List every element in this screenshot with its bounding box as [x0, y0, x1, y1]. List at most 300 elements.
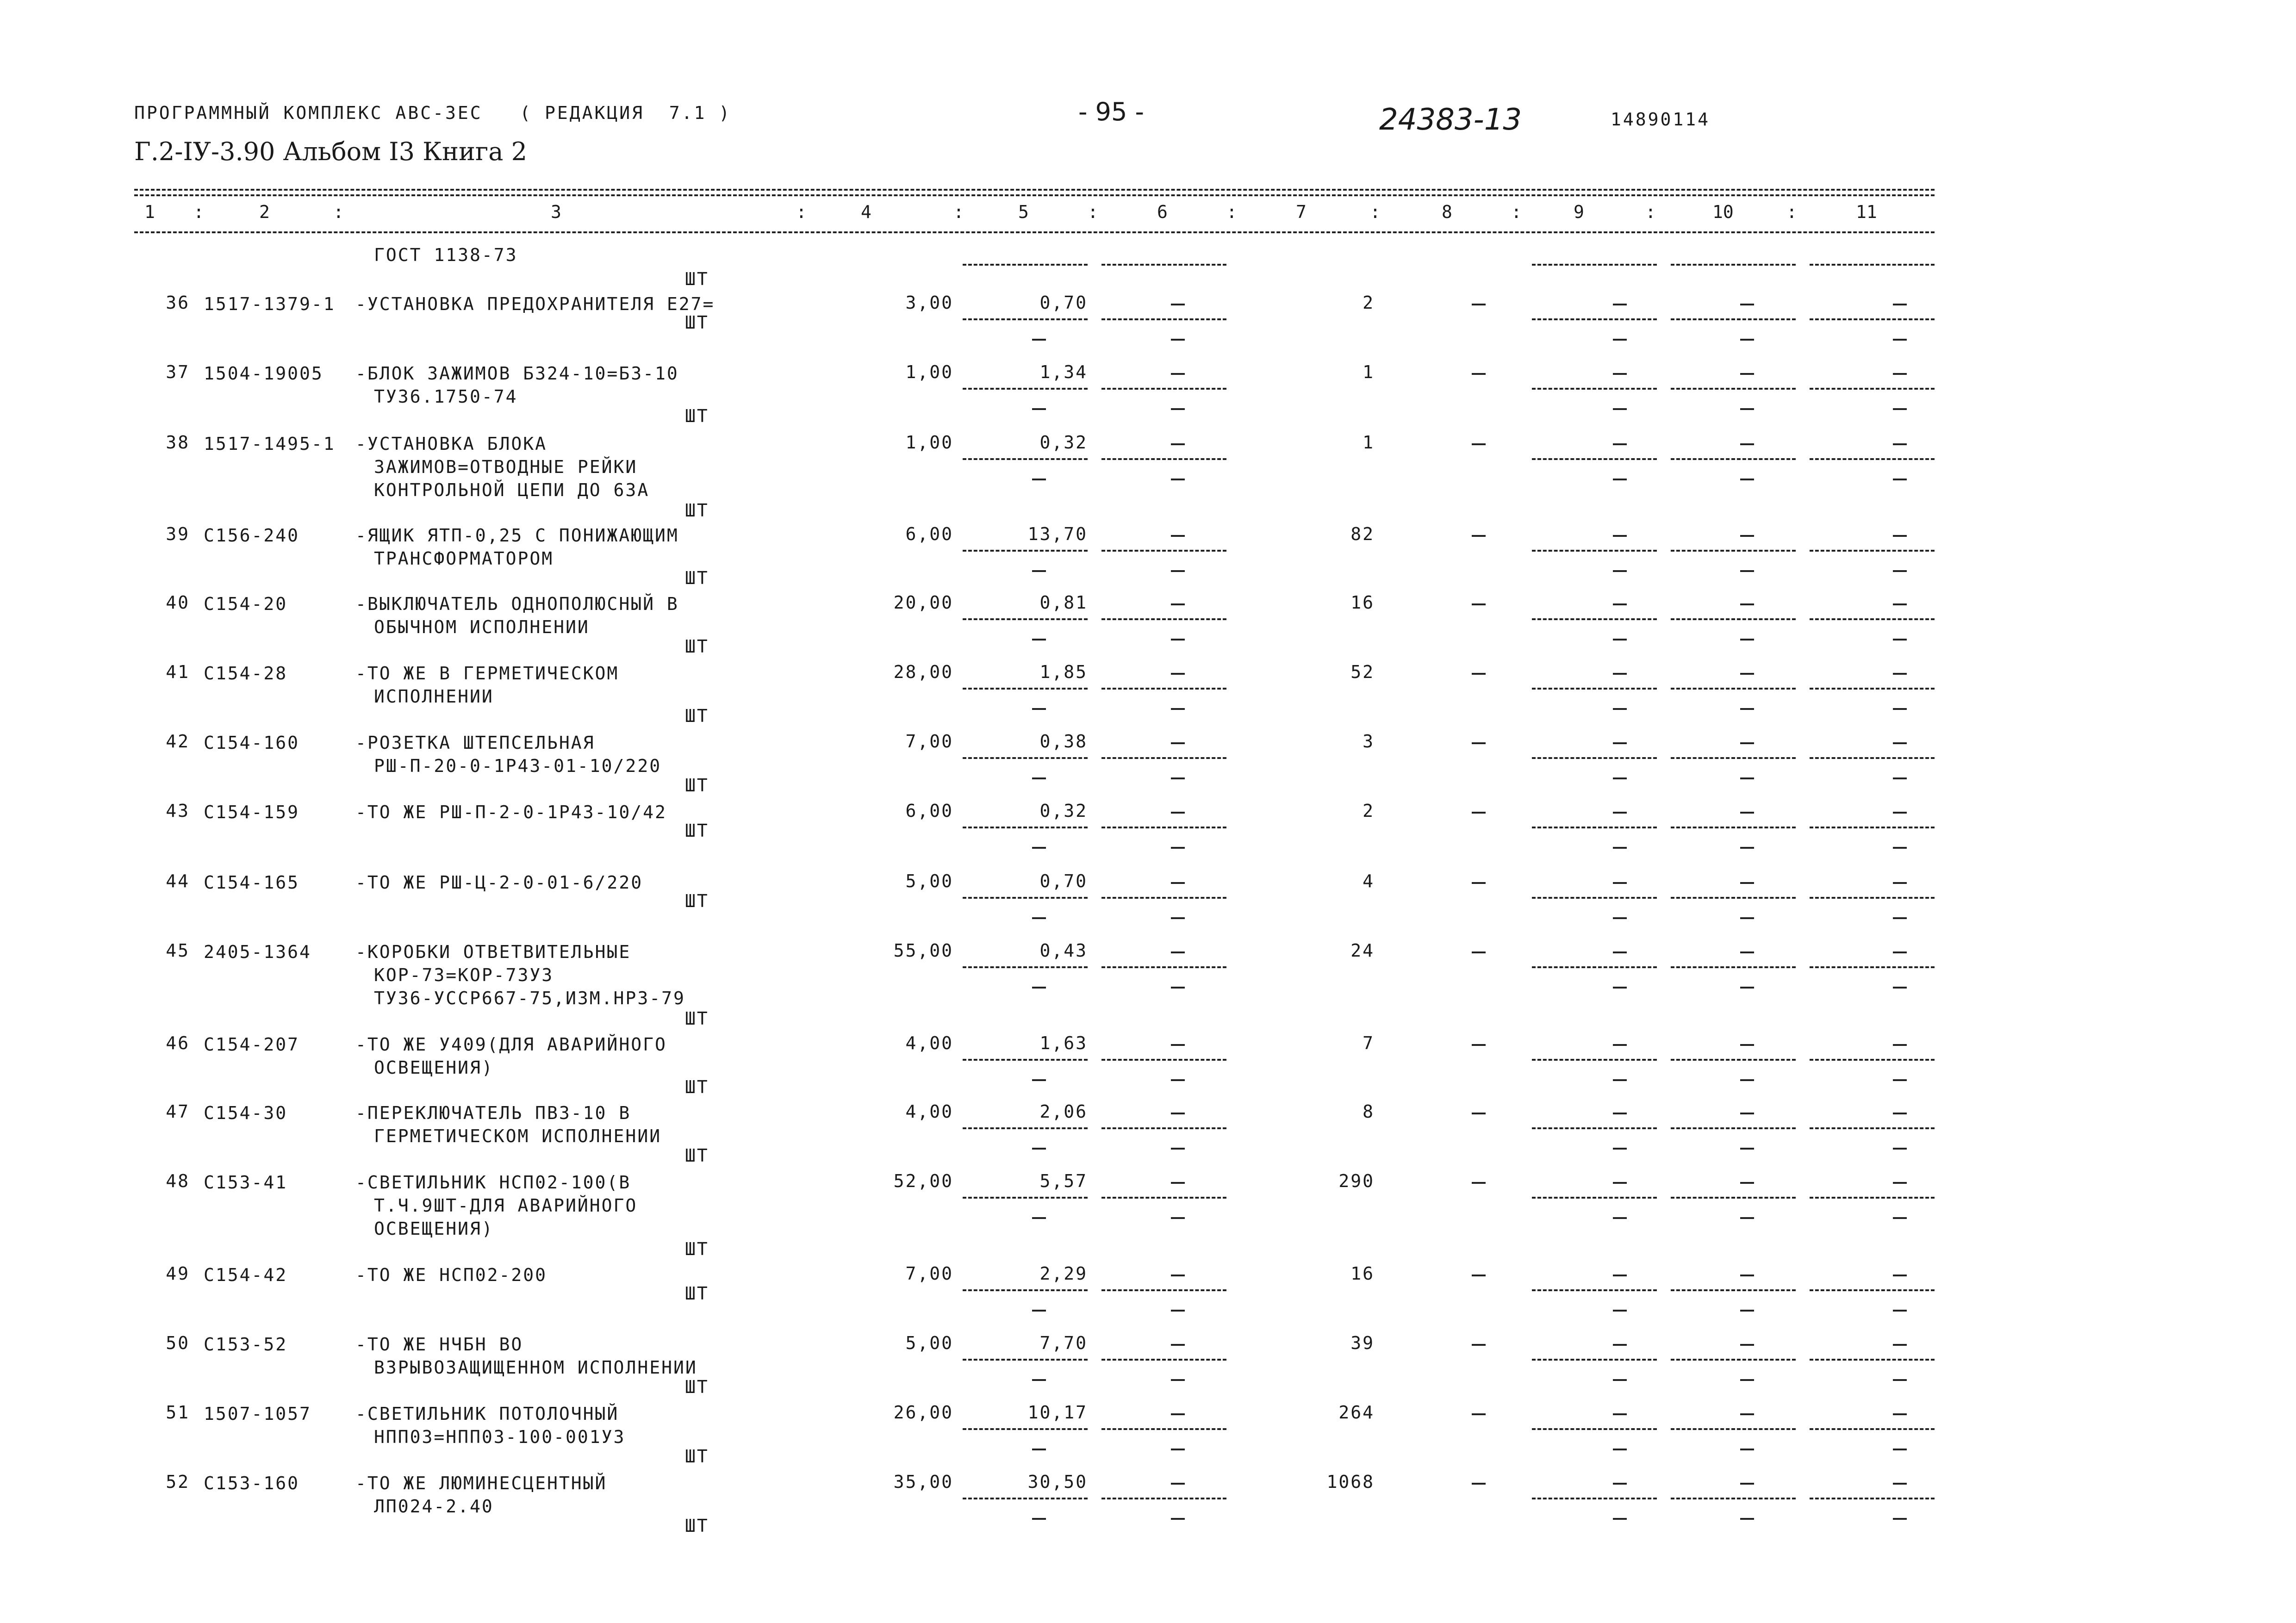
empty-value-dash [1613, 639, 1627, 640]
cell-underline [1671, 688, 1796, 690]
unit-price-value: 0,32 [1039, 432, 1088, 453]
empty-value-dash [1032, 1079, 1046, 1081]
empty-value-dash [1613, 812, 1627, 814]
empty-value-dash [1740, 1344, 1754, 1346]
empty-value-dash [1740, 1483, 1754, 1485]
row-number: 40 [166, 592, 190, 613]
empty-value-dash [1613, 1310, 1627, 1312]
empty-value-dash [1171, 408, 1185, 410]
empty-value-dash [1740, 1413, 1754, 1415]
material-code: 2405-1364 [204, 942, 311, 962]
empty-value-dash [1171, 708, 1185, 710]
empty-value-dash [1613, 882, 1627, 884]
empty-value-dash [1472, 535, 1486, 537]
cell-underline [1810, 757, 1935, 759]
column-header-4: 4 [861, 202, 871, 222]
column-header-10: 10 [1712, 202, 1734, 222]
empty-value-dash [1032, 1449, 1046, 1450]
row-number: 50 [166, 1333, 190, 1353]
material-name: ТУ36.1750-74 [374, 386, 518, 407]
empty-value-dash [1032, 1379, 1046, 1381]
empty-value-dash [1472, 1413, 1486, 1415]
column-header-5: 5 [1018, 202, 1029, 222]
cell-underline [1101, 458, 1226, 460]
empty-value-dash [1032, 479, 1046, 480]
document-code: 14890114 [1611, 109, 1711, 130]
column-separator: : [1645, 202, 1656, 222]
cell-underline [963, 1428, 1088, 1430]
cell-underline [1671, 388, 1796, 390]
empty-value-dash [1613, 1217, 1627, 1219]
total-value: 2 [1363, 801, 1375, 821]
empty-value-dash [1472, 673, 1486, 675]
material-code: С154-30 [204, 1103, 288, 1123]
empty-value-dash [1472, 1113, 1486, 1114]
unit-price-value: 2,06 [1039, 1101, 1088, 1122]
material-name: КОР-73=КОР-73У3 [374, 965, 554, 985]
cell-underline [963, 458, 1088, 460]
quantity-value: 35,00 [893, 1472, 953, 1492]
cell-underline [963, 318, 1088, 320]
cell-underline [963, 1289, 1088, 1291]
empty-value-dash [1893, 1449, 1907, 1450]
cell-underline [963, 897, 1088, 899]
total-value: 7 [1363, 1033, 1375, 1053]
empty-value-dash [1613, 570, 1627, 572]
column-header-9: 9 [1574, 202, 1584, 222]
empty-value-dash [1893, 1413, 1907, 1415]
total-value: 264 [1338, 1402, 1375, 1423]
column-header-11: 11 [1856, 202, 1877, 222]
empty-value-dash [1032, 708, 1046, 710]
empty-value-dash [1893, 1379, 1907, 1381]
total-value: 16 [1350, 1263, 1375, 1284]
unit-label: ШТ [685, 1377, 709, 1397]
empty-value-dash [1740, 742, 1754, 744]
column-separator: : [193, 202, 204, 222]
empty-value-dash [1740, 1449, 1754, 1450]
cell-underline [1810, 618, 1935, 620]
cell-underline [1671, 1127, 1796, 1129]
unit-label: ШТ [685, 1283, 709, 1304]
cell-underline [1671, 757, 1796, 759]
quantity-value: 7,00 [905, 1263, 953, 1284]
quantity-value: 28,00 [893, 662, 953, 682]
empty-value-dash [1032, 408, 1046, 410]
cell-underline [1532, 688, 1657, 690]
quantity-value: 4,00 [905, 1101, 953, 1122]
material-name: -ПЕРЕКЛЮЧАТЕЛЬ ПВЗ-10 В [355, 1103, 631, 1123]
unit-price-value: 30,50 [1027, 1472, 1088, 1492]
empty-value-dash [1032, 1148, 1046, 1150]
empty-value-dash [1893, 535, 1907, 537]
empty-value-dash [1472, 1483, 1486, 1485]
material-name: ОСВЕЩЕНИЯ) [374, 1219, 494, 1239]
empty-value-dash [1032, 639, 1046, 640]
row-number: 45 [166, 940, 190, 961]
cell-underline [963, 1498, 1088, 1499]
cell-underline [1810, 966, 1935, 968]
row-number: 47 [166, 1101, 190, 1122]
quantity-value: 6,00 [905, 524, 953, 544]
empty-value-dash [1171, 304, 1185, 305]
empty-value-dash [1171, 951, 1185, 953]
empty-value-dash [1613, 742, 1627, 744]
material-name: ЛП024-2.40 [374, 1496, 494, 1517]
empty-value-dash [1613, 951, 1627, 953]
cell-underline [963, 688, 1088, 690]
row-number: 48 [166, 1171, 190, 1191]
empty-value-dash [1472, 373, 1486, 375]
empty-value-dash [1171, 1483, 1185, 1485]
cell-underline [1671, 1289, 1796, 1291]
empty-value-dash [1613, 1379, 1627, 1381]
material-code: С154-42 [204, 1265, 288, 1285]
empty-value-dash [1613, 1079, 1627, 1081]
material-name: -КОРОБКИ ОТВЕТВИТЕЛЬНЫЕ [355, 942, 631, 962]
material-name: -ТО ЖЕ ЛЮМИНЕСЦЕНТНЫЙ [355, 1473, 607, 1493]
cell-underline [1101, 1498, 1226, 1499]
empty-value-dash [1740, 1379, 1754, 1381]
empty-value-dash [1613, 373, 1627, 375]
column-header-1: 1 [144, 202, 155, 222]
empty-value-dash [1893, 847, 1907, 849]
column-separator: : [1088, 202, 1098, 222]
unit-label: ШТ [685, 821, 709, 841]
quantity-value: 26,00 [893, 1402, 953, 1423]
unit-label: ШТ [685, 891, 709, 911]
cell-underline [1532, 318, 1657, 320]
empty-value-dash [1032, 847, 1046, 849]
cell-underline [1101, 966, 1226, 968]
quantity-value: 5,00 [905, 871, 953, 891]
row-number: 46 [166, 1033, 190, 1053]
empty-value-dash [1613, 1483, 1627, 1485]
unit-price-value: 1,34 [1039, 362, 1088, 382]
empty-value-dash [1472, 603, 1486, 605]
unit-price-value: 0,38 [1039, 731, 1088, 752]
empty-value-dash [1171, 603, 1185, 605]
empty-value-dash [1613, 708, 1627, 710]
empty-value-dash [1613, 1449, 1627, 1450]
empty-value-dash [1740, 812, 1754, 814]
empty-value-dash [1893, 603, 1907, 605]
column-separator: : [1226, 202, 1237, 222]
empty-value-dash [1472, 882, 1486, 884]
material-code: 1517-1379-1 [204, 294, 336, 314]
column-header-8: 8 [1442, 202, 1452, 222]
cell-underline [1101, 1059, 1226, 1061]
unit-label: ШТ [685, 1077, 709, 1097]
empty-value-dash [1613, 443, 1627, 445]
unit-price-value: 10,17 [1027, 1402, 1088, 1423]
empty-value-dash [1613, 1413, 1627, 1415]
material-name: ГЕРМЕТИЧЕСКОМ ИСПОЛНЕНИИ [374, 1126, 662, 1146]
column-separator: : [953, 202, 964, 222]
header-rule-top-2 [134, 194, 1935, 196]
total-value: 24 [1350, 940, 1375, 961]
row-number: 51 [166, 1402, 190, 1423]
empty-value-dash [1472, 1182, 1486, 1184]
total-value: 2 [1363, 292, 1375, 313]
material-name: -ТО ЖЕ НЧБН ВО [355, 1334, 523, 1355]
unit-price-value: 0,70 [1039, 292, 1088, 313]
empty-value-dash [1740, 1217, 1754, 1219]
cell-underline [1810, 264, 1935, 266]
page-number: - 95 - [1078, 97, 1145, 126]
empty-value-dash [1472, 951, 1486, 953]
cell-underline [1532, 264, 1657, 266]
cell-underline [1810, 688, 1935, 690]
material-name: Т.Ч.9ШТ-ДЛЯ АВАРИЙНОГО [374, 1195, 638, 1216]
empty-value-dash [1893, 1182, 1907, 1184]
cell-underline [1532, 1127, 1657, 1129]
empty-value-dash [1893, 1079, 1907, 1081]
cell-underline [1532, 550, 1657, 552]
cell-underline [1101, 827, 1226, 828]
empty-value-dash [1740, 1044, 1754, 1046]
row-number: 41 [166, 662, 190, 682]
empty-value-dash [1472, 443, 1486, 445]
empty-value-dash [1740, 882, 1754, 884]
row-number: 49 [166, 1263, 190, 1284]
material-code: С154-28 [204, 663, 288, 684]
material-code: С154-160 [204, 733, 300, 753]
unit-price-value: 13,70 [1027, 524, 1088, 544]
cell-underline [1671, 966, 1796, 968]
total-value: 1 [1363, 432, 1375, 453]
empty-value-dash [1171, 1379, 1185, 1381]
empty-value-dash [1893, 570, 1907, 572]
material-code: 1504-19005 [204, 363, 324, 384]
cell-underline [1101, 757, 1226, 759]
cell-underline [1671, 550, 1796, 552]
material-code: С154-20 [204, 594, 288, 614]
cell-underline [1101, 388, 1226, 390]
empty-value-dash [1171, 742, 1185, 744]
quantity-value: 4,00 [905, 1033, 953, 1053]
cell-underline [1532, 897, 1657, 899]
cell-underline [1101, 550, 1226, 552]
cell-underline [1101, 1197, 1226, 1199]
empty-value-dash [1893, 951, 1907, 953]
cell-underline [1532, 1059, 1657, 1061]
empty-value-dash [1472, 1044, 1486, 1046]
unit-label: ШТ [685, 500, 709, 521]
unit-price-value: 0,70 [1039, 871, 1088, 891]
empty-value-dash [1613, 603, 1627, 605]
cell-underline [1101, 1359, 1226, 1361]
unit-price-value: 1,85 [1039, 662, 1088, 682]
cell-underline [1810, 1197, 1935, 1199]
cell-underline [1671, 897, 1796, 899]
empty-value-dash [1032, 777, 1046, 779]
empty-value-dash [1613, 304, 1627, 305]
total-value: 82 [1350, 524, 1375, 544]
material-name: -ТО ЖЕ В ГЕРМЕТИЧЕСКОМ [355, 663, 619, 684]
empty-value-dash [1893, 304, 1907, 305]
cell-underline [1101, 1428, 1226, 1430]
empty-value-dash [1171, 535, 1185, 537]
empty-value-dash [1893, 742, 1907, 744]
column-header-7: 7 [1296, 202, 1307, 222]
empty-value-dash [1613, 1344, 1627, 1346]
cell-underline [963, 618, 1088, 620]
total-value: 39 [1350, 1333, 1375, 1353]
quantity-value: 6,00 [905, 801, 953, 821]
empty-value-dash [1171, 812, 1185, 814]
empty-value-dash [1893, 708, 1907, 710]
empty-value-dash [1472, 304, 1486, 305]
empty-value-dash [1472, 812, 1486, 814]
empty-value-dash [1893, 479, 1907, 480]
cell-underline [1810, 1359, 1935, 1361]
cell-underline [963, 388, 1088, 390]
cell-underline [1671, 1197, 1796, 1199]
album-title: Г.2-IУ-3.90 Альбом I3 Книга 2 [134, 137, 527, 166]
cell-underline [1101, 318, 1226, 320]
empty-value-dash [1740, 1113, 1754, 1114]
material-name: -СВЕТИЛЬНИК НСП02-100(В [355, 1172, 631, 1193]
unit-price-value: 0,32 [1039, 801, 1088, 821]
empty-value-dash [1171, 882, 1185, 884]
empty-value-dash [1171, 1449, 1185, 1450]
unit-price-value: 0,81 [1039, 592, 1088, 613]
cell-underline [1810, 897, 1935, 899]
cell-underline [1810, 550, 1935, 552]
unit-label: ШТ [685, 1008, 709, 1029]
empty-value-dash [1613, 339, 1627, 341]
empty-value-dash [1472, 1275, 1486, 1276]
unit-label: ШТ [685, 636, 709, 657]
unit-label: ШТ [685, 706, 709, 726]
cell-underline [1810, 1289, 1935, 1291]
cell-underline [1810, 388, 1935, 390]
total-value: 52 [1350, 662, 1375, 682]
material-code: С154-207 [204, 1034, 300, 1055]
cell-underline [1671, 1428, 1796, 1430]
unit-label: ШТ [685, 269, 709, 289]
row-number: 42 [166, 731, 190, 752]
row-number: 52 [166, 1472, 190, 1492]
empty-value-dash [1740, 535, 1754, 537]
cell-underline [1810, 1428, 1935, 1430]
cell-underline [1810, 1127, 1935, 1129]
unit-label: ШТ [685, 1446, 709, 1467]
cell-underline [1810, 318, 1935, 320]
material-code: С153-52 [204, 1334, 288, 1355]
empty-value-dash [1893, 1344, 1907, 1346]
empty-value-dash [1032, 339, 1046, 341]
empty-value-dash [1171, 639, 1185, 640]
cell-underline [963, 1197, 1088, 1199]
unit-label: ШТ [685, 312, 709, 333]
empty-value-dash [1740, 339, 1754, 341]
cell-underline [1532, 1289, 1657, 1291]
quantity-value: 1,00 [905, 362, 953, 382]
material-name: ТУ36-УССР667-75,ИЗМ.НР3-79 [374, 988, 685, 1008]
empty-value-dash [1171, 1044, 1185, 1046]
material-name: -ТО ЖЕ У409(ДЛЯ АВАРИЙНОГО [355, 1034, 667, 1055]
quantity-value: 1,00 [905, 432, 953, 453]
material-name: -СВЕТИЛЬНИК ПОТОЛОЧНЫЙ [355, 1404, 619, 1424]
row-number: 37 [166, 362, 190, 382]
cell-underline [1532, 388, 1657, 390]
material-name: -ТО ЖЕ НСП02-200 [355, 1265, 548, 1285]
empty-value-dash [1613, 1182, 1627, 1184]
cell-underline [963, 827, 1088, 828]
column-separator: : [796, 202, 807, 222]
row-number: 36 [166, 292, 190, 313]
empty-value-dash [1893, 373, 1907, 375]
document-code-handwritten: 24383-13 [1379, 103, 1522, 137]
empty-value-dash [1740, 1518, 1754, 1520]
material-code: 1507-1057 [204, 1404, 311, 1424]
empty-value-dash [1740, 603, 1754, 605]
cell-underline [963, 1127, 1088, 1129]
total-value: 4 [1363, 871, 1375, 891]
empty-value-dash [1171, 777, 1185, 779]
empty-value-dash [1613, 479, 1627, 480]
column-separator: : [1370, 202, 1381, 222]
empty-value-dash [1740, 673, 1754, 675]
empty-value-dash [1171, 987, 1185, 989]
material-name: ОСВЕЩЕНИЯ) [374, 1057, 494, 1078]
cell-underline [963, 966, 1088, 968]
empty-value-dash [1032, 917, 1046, 919]
cell-underline [1101, 1289, 1226, 1291]
empty-value-dash [1171, 339, 1185, 341]
empty-value-dash [1613, 408, 1627, 410]
empty-value-dash [1613, 1275, 1627, 1276]
unit-price-value: 1,63 [1039, 1033, 1088, 1053]
empty-value-dash [1740, 987, 1754, 989]
empty-value-dash [1740, 304, 1754, 305]
empty-value-dash [1740, 1148, 1754, 1150]
empty-value-dash [1613, 1113, 1627, 1114]
cell-underline [963, 264, 1088, 266]
column-separator: : [1511, 202, 1522, 222]
empty-value-dash [1740, 443, 1754, 445]
row-number: 39 [166, 524, 190, 544]
unit-label: ШТ [685, 775, 709, 796]
continuation-text: ГОСТ 1138-73 [374, 245, 518, 265]
empty-value-dash [1171, 1275, 1185, 1276]
empty-value-dash [1740, 708, 1754, 710]
empty-value-dash [1893, 882, 1907, 884]
cell-underline [963, 1059, 1088, 1061]
empty-value-dash [1171, 1310, 1185, 1312]
empty-value-dash [1893, 639, 1907, 640]
unit-label: ШТ [685, 1145, 709, 1166]
material-name: -РОЗЕТКА ШТЕПСЕЛЬНАЯ [355, 733, 595, 753]
empty-value-dash [1032, 987, 1046, 989]
header-rule-bottom [134, 231, 1935, 233]
total-value: 1068 [1326, 1472, 1375, 1492]
empty-value-dash [1613, 535, 1627, 537]
quantity-value: 3,00 [905, 292, 953, 313]
cell-underline [1532, 1197, 1657, 1199]
empty-value-dash [1613, 673, 1627, 675]
row-number: 38 [166, 432, 190, 453]
row-number: 43 [166, 801, 190, 821]
empty-value-dash [1893, 812, 1907, 814]
cell-underline [1101, 618, 1226, 620]
unit-price-value: 7,70 [1039, 1333, 1088, 1353]
empty-value-dash [1893, 917, 1907, 919]
empty-value-dash [1613, 1148, 1627, 1150]
empty-value-dash [1171, 373, 1185, 375]
